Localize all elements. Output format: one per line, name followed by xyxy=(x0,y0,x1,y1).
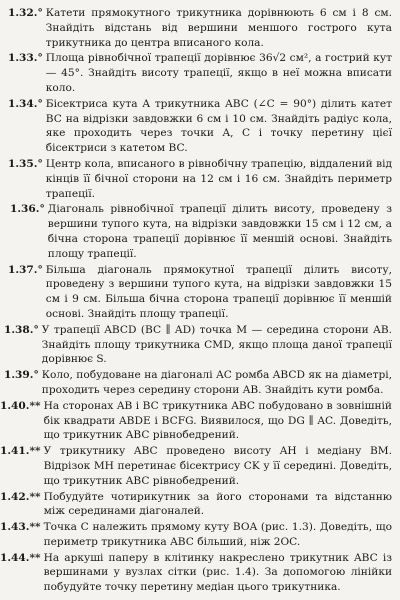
problem-1-32 xyxy=(0,6,392,50)
problem-number: 1.35.° xyxy=(8,157,43,170)
problem-1-33 xyxy=(0,51,392,95)
problem-text: У трапеції ABCD (BC ∥ AD) точка M — середина сторони AB. Знайдіть площу трикутника CMD, якщо площа даної трапеції дорівнює S. xyxy=(41,323,392,366)
problem-text: Коло, побудоване на діагоналі AC ромба ABCD як на діаметрі, проходить через середину сторони AB. Знайдіть кути ромба. xyxy=(41,369,392,396)
problem-text: Катети прямокутного трикутника дорівнюють 6 см і 8 см. Знайдіть відстань від вершини меншого гострого кута трикутника до центра вписаного кола. xyxy=(45,7,392,49)
problem-number: 1.40.** xyxy=(0,399,41,412)
problem-number: 1.34.° xyxy=(8,97,43,110)
problem-text: Більша діагональ прямокутної трапеції ділить висоту, проведену з вершини тупого кута, на відрізки завдовжки 15 см і 9 см. Більша бічна сторона трапеції дорівнює її меншій основі. Знайдіть площу трапеції. xyxy=(45,263,392,320)
problem-1-42 xyxy=(0,490,392,520)
problem-text: Центр кола, вписаного в рівнобічну трапецію, віддалений від кінців її бічної сторони на 12 см і 16 см. Знайдіть периметр трапеції. xyxy=(45,157,392,200)
problem-1-36 xyxy=(0,202,392,261)
problem-1-35 xyxy=(0,157,392,201)
problem-number: 1.36.° xyxy=(10,203,45,216)
problem-text: Площа рівнобічної трапеції дорівнює 36√2 см², а гострий кут — 45°. Знайдіть висоту трапеції, якщо в неї можна вписати коло. xyxy=(45,52,392,94)
problem-number: 1.33.° xyxy=(8,52,43,65)
problem-number: 1.32.° xyxy=(8,7,43,19)
problem-number: 1.38.° xyxy=(4,323,39,336)
problem-text: Побудуйте чотирикутник за його сторонами та відстанню між серединами діагоналей. xyxy=(43,490,392,518)
problem-number: 1.44.** xyxy=(0,551,41,564)
problem-1-39 xyxy=(0,368,392,398)
problem-text: На аркуші паперу в клітинку накреслено трикутник ABC із вершинами у вузлах сітки (рис. 1.4). За допомогою лінійки побудуйте точку перетину медіан цього трикутника. xyxy=(43,551,392,594)
problem-number: 1.41.** xyxy=(0,445,41,458)
problem-1-40 xyxy=(0,399,392,443)
problem-text: Діагональ рівнобічної трапеції ділить висоту, проведену з вершини тупого кута, на відрізки завдовжки 15 см і 12 см, а бічна сторона трапеції дорівнює її меншій основі. Знайдіть площу трапеції. xyxy=(47,203,392,260)
problem-text: У трикутнику ABC проведено висоту AH і медіану BM. Відрізок MH перетинає бісектрису CK у її середині. Доведіть, що трикутник ABC рівнобедрений. xyxy=(43,445,392,487)
problem-number: 1.43.** xyxy=(0,521,41,534)
problem-1-44 xyxy=(0,551,392,595)
problem-1-43 xyxy=(0,520,392,550)
problem-text: Точка C належить прямому куту BOA (рис. 1.3). Доведіть, що периметр трикутника ABC більший, ніж 2OC. xyxy=(43,521,392,548)
problem-1-37 xyxy=(0,263,392,322)
problem-number: 1.42.** xyxy=(0,490,41,503)
problem-1-34 xyxy=(0,97,392,156)
problem-text: На сторонах AB і BC трикутника ABC побудовано в зовнішній бік квадрати ABDE і BCFG. Виявилося, що DG ∥ AC. Доведіть, що трикутник ABC рівнобедрений. xyxy=(43,399,392,442)
problem-1-41 xyxy=(0,444,392,488)
problem-1-38 xyxy=(0,323,392,367)
problem-number: 1.37.° xyxy=(8,263,43,276)
problem-text: Бісектриса кута A трикутника ABC (∠C = 90°) ділить катет BC на відрізки завдовжки 6 см і 10 см. Знайдіть радіус кола, яке проходить через точки A, C і точку перетину цієї бісектриси з катетом BC. xyxy=(45,97,392,155)
problem-number: 1.39.° xyxy=(4,369,39,382)
